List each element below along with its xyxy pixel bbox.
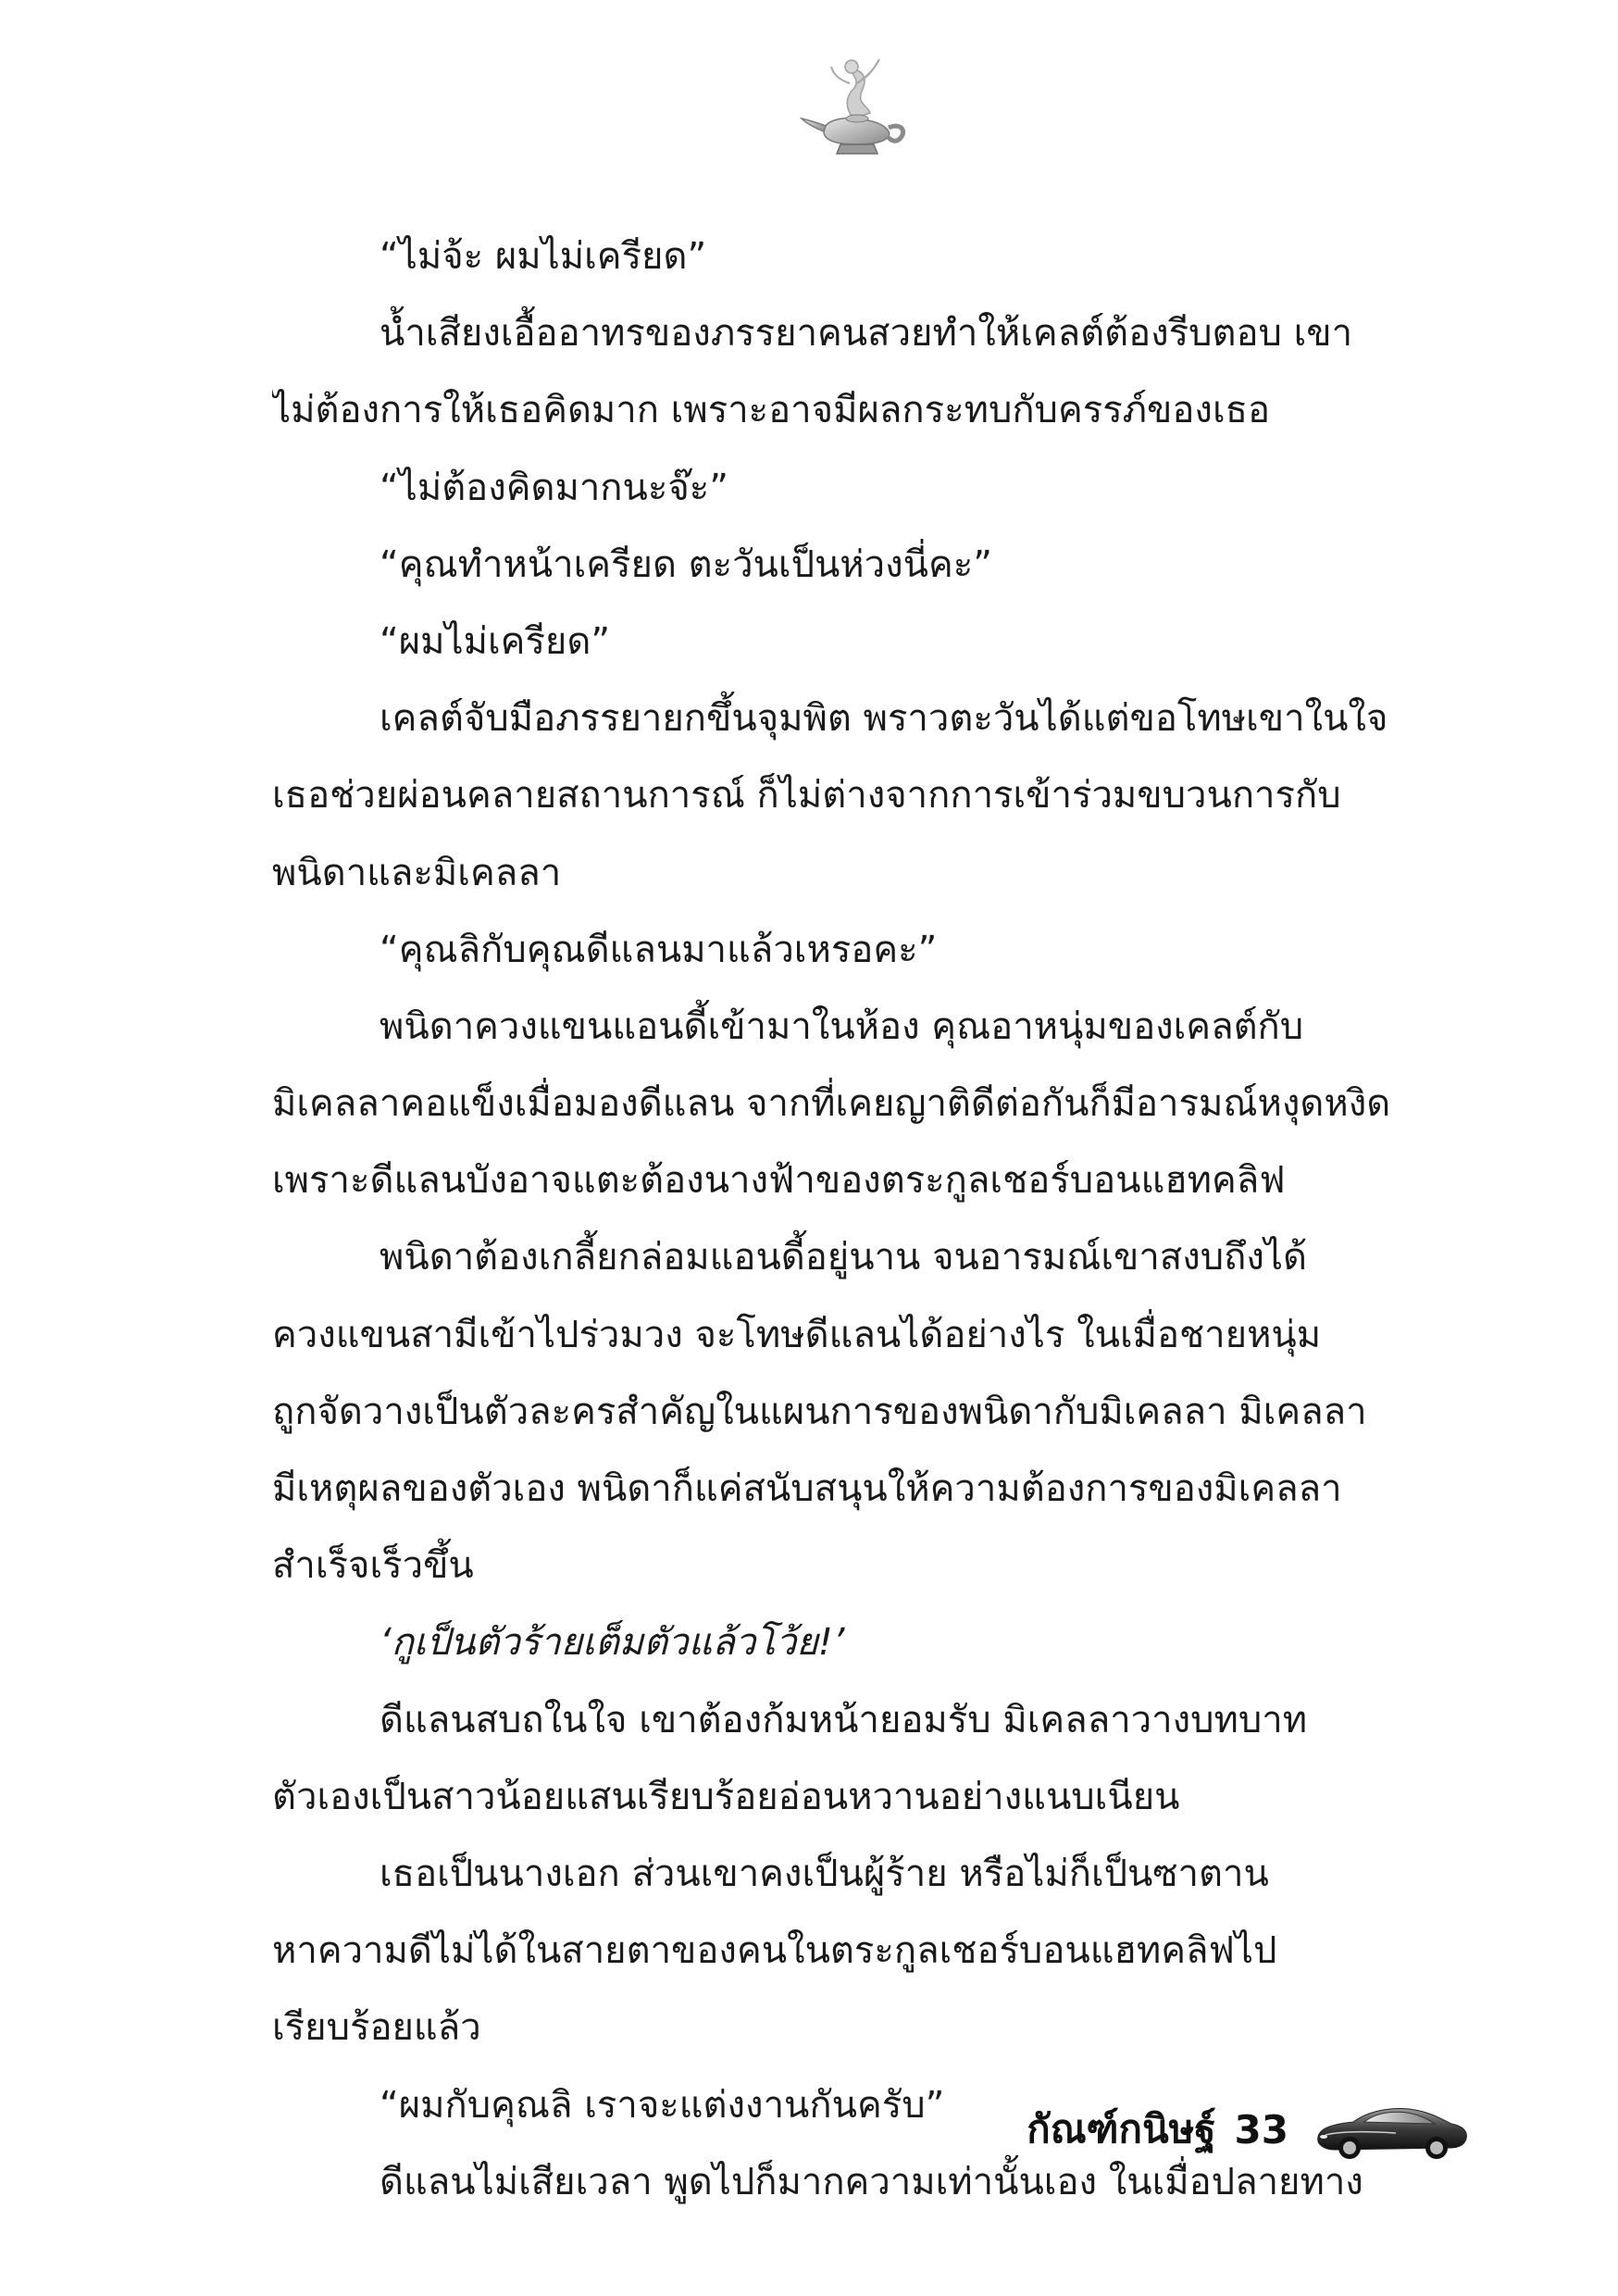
text-line: “คุณลิกับคุณดีแลนมาแล้วเหรอคะ”	[380, 928, 938, 971]
text-line: เพราะดีแลนบังอาจแตะต้องนางฟ้าของตระกูลเชอร์บอนแฮทคลิฟ	[272, 1159, 1286, 1203]
text-line: “ผมกับคุณลิ เราจะแต่งงานกันครับ”	[380, 2083, 945, 2127]
page-footer	[1027, 2083, 1470, 2176]
text-line: “ผมไม่เครียด”	[380, 619, 611, 663]
text-line: หาความดีไม่ได้ในสายตาของคนในตระกูลเชอร์บอนแฮทคลิฟไป	[272, 1929, 1277, 1973]
text-line: มีเหตุผลของตัวเอง พนิดาก็แค่สนับสนุนให้ความต้องการของมิเคลลา	[272, 1467, 1342, 1510]
text-line: ดีแลนไม่เสียเวลา พูดไปก็มากความเท่านั้นเอง ในเมื่อปลายทาง	[380, 2160, 1363, 2203]
text-line: ตัวเองเป็นสาวน้อยแสนเรียบร้อยอ่อนหวานอย่างแนบเนียน	[272, 1775, 1180, 1818]
text-line: “ไม่ต้องคิดมากนะจ๊ะ”	[380, 466, 728, 509]
text-line: ถูกจัดวางเป็นตัวละครสำคัญในแผนการของพนิดากับมิเคลลา มิเคลลา	[272, 1390, 1367, 1433]
text-line: พนิดาและมิเคลลา	[272, 851, 562, 894]
text-line: เธอช่วยผ่อนคลายสถานการณ์ ก็ไม่ต่างจากการเข้าร่วมขบวนการกับ	[272, 774, 1341, 817]
text-line: ดีแลนสบถในใจ เขาต้องก้มหน้ายอมรับ มิเคลลาวางบทบาท	[380, 1698, 1308, 1741]
text-line: น้ำเสียงเอื้ออาทรของภรรยาคนสวยทำให้เคลต์ต้องรีบตอบ เขา	[380, 312, 1353, 356]
text-line: พนิดาควงแขนแอนดี้เข้ามาในห้อง คุณอาหนุ่มของเคลต์กับ	[380, 1004, 1304, 1048]
text-line: เรียบร้อยแล้ว	[272, 2006, 481, 2050]
text-line: ควงแขนสามีเข้าไปร่วมวง จะโทษดีแลนได้อย่างไร ในเมื่อชายหนุ่ม	[272, 1313, 1322, 1356]
text-line: พนิดาต้องเกลี้ยกล่อมแอนดี้อยู่นาน จนอารมณ์เขาสงบถึงได้	[380, 1236, 1307, 1279]
text-line: มิเคลลาคอแข็งเมื่อมองดีแลน จากที่เคยญาติดีต่อกันก็มีอารมณ์หงุดหงิด	[272, 1082, 1391, 1126]
text-line: เธอเป็นนางเอก ส่วนเขาคงเป็นผู้ร้าย หรือไม่ก็เป็นซาตาน	[380, 1852, 1269, 1895]
text-line: “คุณทำหน้าเครียด ตะวันเป็นห่วงนี่คะ”	[380, 543, 992, 586]
text-line: ‘กูเป็นตัวร้ายเต็มตัวแล้วโว้ย!’	[380, 1621, 845, 1665]
text-line: ไม่ต้องการให้เธอคิดมาก เพราะอาจมีผลกระทบกับครรภ์ของเธอ	[272, 389, 1271, 432]
magic-lamp-icon	[796, 46, 916, 167]
text-line: “ไม่จ้ะ ผมไม่เครียด”	[380, 235, 707, 278]
text-line: สำเร็จเร็วขึ้น	[272, 1544, 474, 1588]
sports-car-icon	[1313, 2096, 1470, 2163]
page-text	[272, 218, 1453, 2221]
page-number: 33	[1234, 2106, 1288, 2152]
text-line: เคลต์จับมือภรรยายกขึ้นจุมพิต พราวตะวันได้แต่ขอโทษเขาในใจ	[380, 697, 1388, 741]
book-title: กัณฑ์กนิษฐ์	[1027, 2106, 1216, 2152]
